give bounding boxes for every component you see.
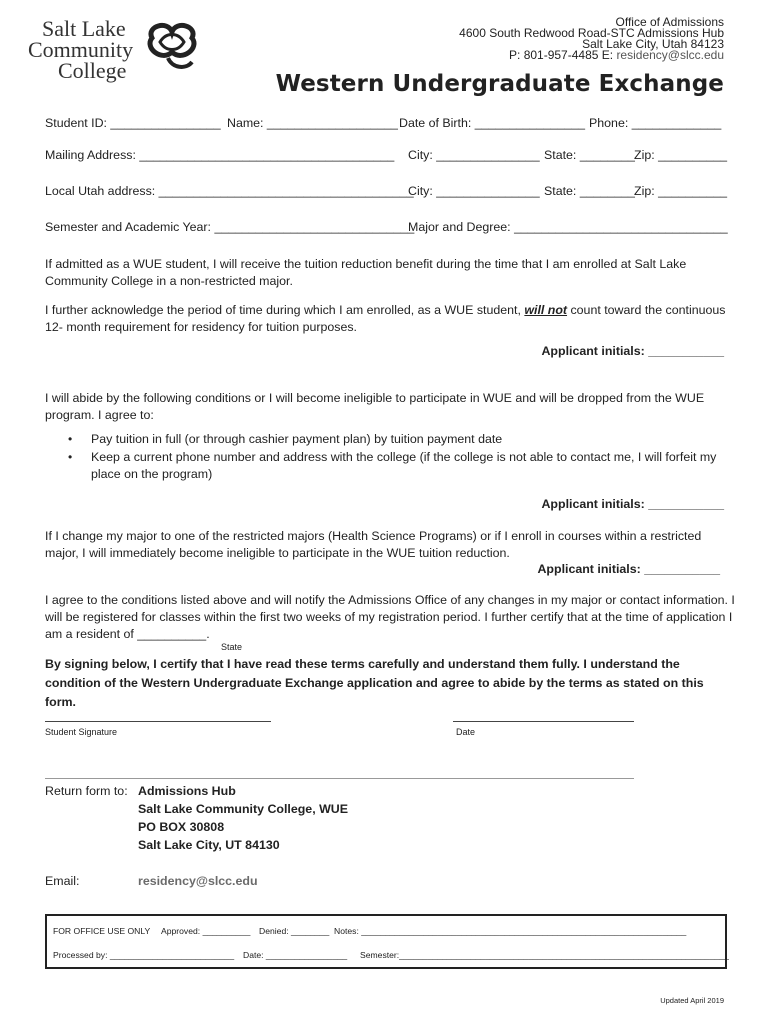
name-field[interactable]: Name: ___________________ xyxy=(227,116,398,130)
benefit-paragraph: If admitted as a WUE student, I will receive the tuition reduction benefit during the time that I am enrolled at Salt Lake Community College in a non-restricted major. xyxy=(45,257,687,288)
major-field[interactable]: Major and Degree: _______________________________ xyxy=(408,220,728,234)
return-line-2: Salt Lake Community College, WUE xyxy=(138,802,348,816)
applicant-initials-1[interactable]: Applicant initials: ___________ xyxy=(541,344,724,358)
applicant-initials-2[interactable]: Applicant initials: ___________ xyxy=(541,497,724,511)
conditions-list xyxy=(45,431,735,483)
return-line-1: Admissions Hub xyxy=(138,784,236,798)
office-use-label: FOR OFFICE USE ONLY xyxy=(53,926,151,936)
mailing-address-field[interactable]: Mailing Address: _____________________________________ xyxy=(45,148,395,162)
semester-field[interactable]: Semester and Academic Year: _____________________________ xyxy=(45,220,415,234)
semester-office-field[interactable]: Semester:_____________________________________________________________________ xyxy=(360,950,729,960)
student-id-field[interactable]: Student ID: ________________ xyxy=(45,116,221,130)
dob-field[interactable]: Date of Birth: ________________ xyxy=(399,116,586,130)
will-not-emphasis: will not xyxy=(524,303,568,317)
signature-line[interactable] xyxy=(45,721,271,722)
date-line[interactable] xyxy=(453,721,634,722)
return-line-3: PO BOX 30808 xyxy=(138,820,225,834)
office-use-box xyxy=(45,914,727,969)
list-item: • Keep a current phone number and address with the college (if the college is not able to contact me, I will forfeit my place on the program) xyxy=(45,449,735,483)
celtic-knot-icon xyxy=(142,18,202,74)
logo-line-3: College xyxy=(58,58,127,83)
mailing-zip-field[interactable]: Zip: __________ xyxy=(634,148,728,162)
office-name: Office of Admissions xyxy=(615,15,724,29)
logo-line-2: Community xyxy=(28,37,134,62)
college-logo xyxy=(28,18,203,82)
return-label: Return form to: xyxy=(45,784,128,798)
date-label: Date xyxy=(456,727,476,737)
divider xyxy=(45,778,634,779)
applicant-initials-3[interactable]: Applicant initials: ___________ xyxy=(537,562,720,576)
return-line-4: Salt Lake City, UT 84130 xyxy=(138,838,280,852)
email-label: Email: xyxy=(45,874,80,888)
office-email-link[interactable]: residency@slcc.edu xyxy=(616,48,724,62)
local-zip-field[interactable]: Zip: __________ xyxy=(634,184,728,198)
office-city: Salt Lake City, Utah 84123 xyxy=(582,37,724,51)
updated-date: Updated April 2019 xyxy=(660,996,724,1005)
residency-paragraph xyxy=(45,302,735,336)
phone-field[interactable]: Phone: _____________ xyxy=(589,116,722,130)
page-title: Western Undergraduate Exchange xyxy=(275,71,724,97)
certification-paragraph: By signing below, I certify that I have read these terms carefully and understand them fully. I understand the condition of the Western Undergraduate Exchange application and agree to abide by the terms as stated on this form. xyxy=(45,657,704,709)
state-label: State xyxy=(221,642,243,652)
conditions-paragraph: I will abide by the following conditions or I will become ineligible to participate in WUE and will be dropped from the WUE program. I agree to: xyxy=(45,391,705,422)
processed-by-field[interactable]: Processed by: __________________________ xyxy=(53,950,235,960)
office-header xyxy=(459,17,724,61)
office-contact xyxy=(459,50,724,61)
major-change-paragraph: If I change my major to one of the restricted majors (Health Science Programs) or if I enroll in courses within a restricted major, I will immediately become ineligible to participate in the WUE tuition reduction. xyxy=(45,529,702,560)
office-address: 4600 South Redwood Road-STC Admissions Hub xyxy=(459,26,724,40)
local-state-field[interactable]: State: ________ xyxy=(544,184,635,198)
residency-text-1: I further acknowledge the period of time during which I am enrolled, as a WUE student, xyxy=(45,303,525,317)
agreement-paragraph: I agree to the conditions listed above and will notify the Admissions Office of any changes in my major or contact information. I will be registered for classes within the first two weeks of my registration period. I further certify that at the time of application I am a resident of __________. xyxy=(45,593,735,641)
denied-field[interactable]: Denied: ________ xyxy=(259,926,330,936)
return-email-link[interactable]: residency@slcc.edu xyxy=(138,874,258,888)
local-city-field[interactable]: City: _______________ xyxy=(408,184,540,198)
local-address-field[interactable]: Local Utah address: _____________________________________ xyxy=(45,184,414,198)
office-phone: P: 801-957-4485 E: xyxy=(509,48,617,62)
office-date-field[interactable]: Date: _________________ xyxy=(243,950,348,960)
residency-text-2: count toward the continuous 12- month requirement for residency for tuition purposes. xyxy=(45,303,726,334)
list-item: • Pay tuition in full (or through cashier payment plan) by tuition payment date xyxy=(45,431,735,448)
student-signature-label: Student Signature xyxy=(45,727,118,737)
mailing-city-field[interactable]: City: _______________ xyxy=(408,148,540,162)
logo-line-1: Salt Lake xyxy=(42,16,126,41)
notes-field[interactable]: Notes: ____________________________________________________________________ xyxy=(334,926,687,936)
mailing-state-field[interactable]: State: ________ xyxy=(544,148,635,162)
approved-field[interactable]: Approved: __________ xyxy=(161,926,251,936)
